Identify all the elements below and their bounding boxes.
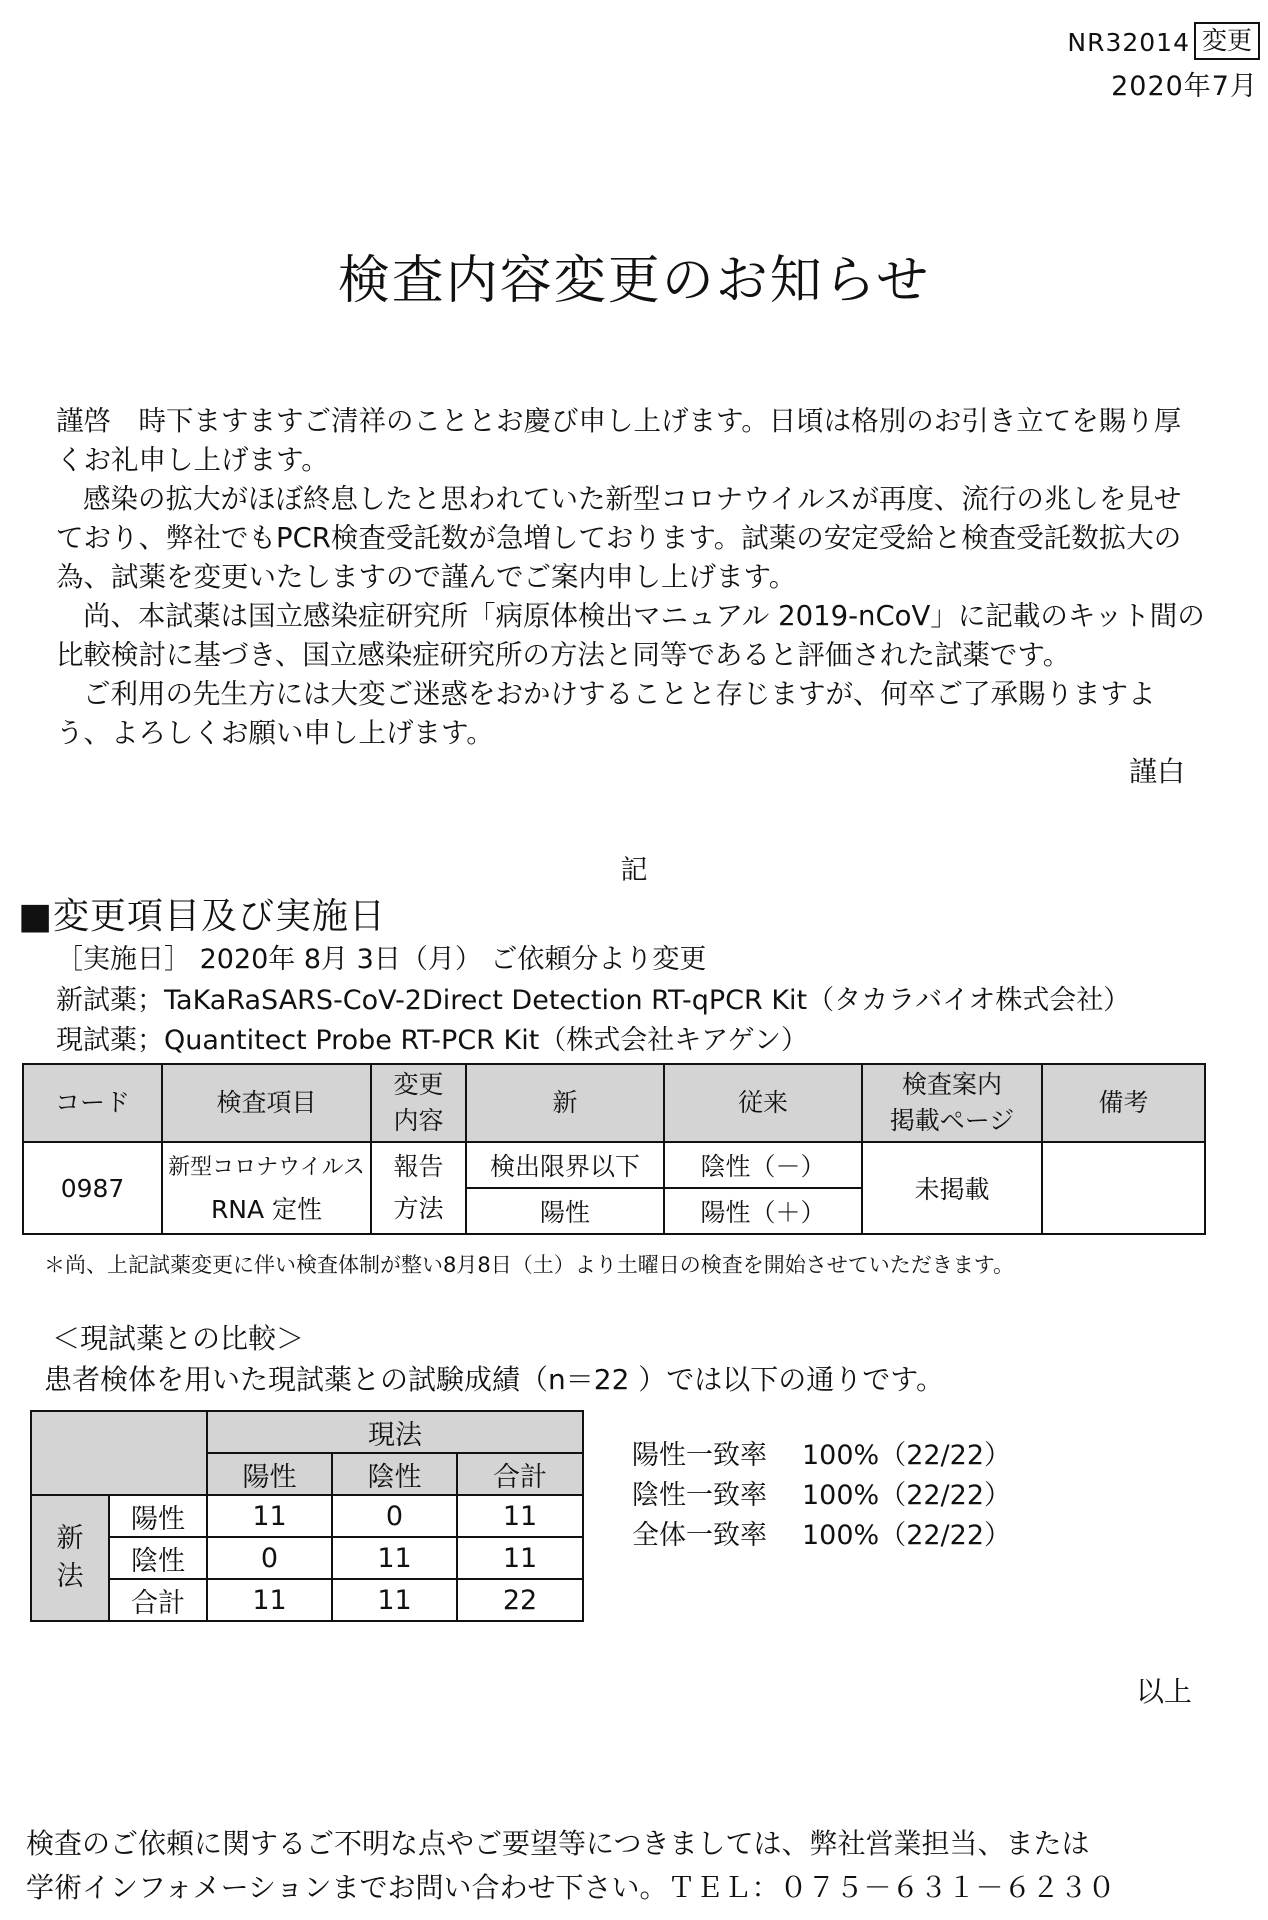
rate-negative: 陰性一致率 100%（22/22）	[632, 1480, 1011, 1511]
col-header-positive: 陽性	[207, 1453, 332, 1495]
table-cell: 22	[457, 1579, 583, 1621]
table-row	[31, 1537, 583, 1579]
col-group-label: 現法	[207, 1411, 583, 1453]
rate-positive: 陽性一致率 100%（22/22）	[632, 1440, 1011, 1471]
document-number-block	[1028, 22, 1268, 60]
table-row	[31, 1495, 583, 1537]
table-cell: 11	[332, 1537, 457, 1579]
footnote: ＊尚、上記試薬変更に伴い検査体制が整い8月8日（土）より土曜日の検査を開始させていただきます。	[44, 1253, 1015, 1277]
page-title: 検査内容変更のお知らせ	[337, 251, 931, 311]
contact-footer	[26, 1822, 1256, 1910]
row-group-label: 新 法	[31, 1495, 109, 1621]
paragraph-apology: ご利用の先生方には大変ご迷惑をおかけすることと存じますが、何卒ご了承賜りますよう、よろしくお願い申し上げます。	[56, 678, 1156, 749]
comparison-group-header	[31, 1411, 583, 1453]
closing-ijou: 以上	[1135, 1675, 1192, 1708]
header-item: 検査項目	[162, 1064, 371, 1142]
table-cell: 11	[207, 1579, 332, 1621]
header-new: 新	[466, 1064, 664, 1142]
comparison-description: 患者検体を用いた現試薬との試験成績（n＝22 ）では以下の通りです。	[44, 1363, 945, 1396]
cell-guide-page: 未掲載	[862, 1142, 1042, 1234]
header-remarks: 備考	[1042, 1064, 1205, 1142]
closing-kenpaku: 謹白	[1128, 755, 1185, 788]
cell-old-1: 陰性（－）	[664, 1142, 862, 1188]
document-date: 2020年7月	[1111, 71, 1258, 102]
header-guide-page: 検査案内 掲載ページ	[862, 1064, 1042, 1142]
row-label-negative: 陰性	[109, 1537, 207, 1579]
document-number: NR32014	[1067, 28, 1190, 57]
header-old: 従来	[664, 1064, 862, 1142]
col-header-negative: 陰性	[332, 1453, 457, 1495]
table-row	[23, 1142, 1205, 1188]
table-cell: 11	[457, 1537, 583, 1579]
comparison-table	[30, 1410, 584, 1622]
footer-line-2: 学術インフォメーションまでお問い合わせ下さい。ＴＥＬ：０７５－６３１－６２３０	[26, 1871, 1116, 1904]
cell-new-1: 検出限界以下	[466, 1142, 664, 1188]
ki-marker: 記	[620, 855, 648, 886]
table-cell: 11	[207, 1495, 332, 1537]
cell-new-2: 陽性	[466, 1188, 664, 1234]
table-cell: 0	[207, 1537, 332, 1579]
corner-cell	[31, 1411, 207, 1495]
table-cell: 0	[332, 1495, 457, 1537]
implementation-date: ［実施日］ 2020年 8月 3日（月） ご依頼分より変更	[56, 944, 707, 975]
header-change: 変更 内容	[371, 1064, 466, 1142]
header-code: コード	[23, 1064, 162, 1142]
cell-item: 新型コロナウイルス RNA 定性	[162, 1142, 371, 1234]
new-reagent: 新試薬；TaKaRaSARS-CoV-2Direct Detection RT-qPCR Kit（タカラバイオ株式会社）	[56, 985, 1131, 1016]
paragraph-reagent: 尚、本試薬は国立感染症研究所「病原体検出マニュアル 2019-nCoV」に記載のキット間の比較検討に基づき、国立感染症研究所の方法と同等であると評価された試薬です。	[56, 600, 1205, 671]
table-cell: 11	[457, 1495, 583, 1537]
footer-line-1: 検査のご依頼に関するご不明な点やご要望等につきましては、弊社営業担当、または	[26, 1827, 1090, 1860]
cell-change: 報告 方法	[371, 1142, 466, 1234]
agreement-rates	[632, 1436, 1011, 1556]
cell-remarks	[1042, 1142, 1205, 1234]
row-label-total: 合計	[109, 1579, 207, 1621]
col-header-total: 合計	[457, 1453, 583, 1495]
current-reagent: 現試薬；Quantitect Probe RT-PCR Kit（株式会社キアゲン）	[56, 1025, 808, 1056]
row-label-positive: 陽性	[109, 1495, 207, 1537]
change-tag: 変更	[1194, 22, 1260, 60]
change-table	[22, 1063, 1206, 1235]
table-cell: 11	[332, 1579, 457, 1621]
cell-old-2: 陽性（＋）	[664, 1188, 862, 1234]
comparison-heading: ＜現試薬との比較＞	[52, 1322, 305, 1355]
rate-overall: 全体一致率 100%（22/22）	[632, 1520, 1011, 1551]
section-heading: ■変更項目及び実施日	[18, 896, 387, 937]
body-text	[56, 402, 1206, 753]
cell-code: 0987	[23, 1142, 162, 1234]
change-table-header	[23, 1064, 1205, 1142]
paragraph-background: 感染の拡大がほぼ終息したと思われていた新型コロナウイルスが再度、流行の兆しを見せており、弊社でもPCR検査受託数が急増しております。試薬の安定受給と検査受託数拡大の為、試薬を変更いたしますので謹んでご案内申し上げます。	[56, 483, 1182, 593]
paragraph-greeting: 謹啓 時下ますますご清祥のこととお慶び申し上げます。日頃は格別のお引き立てを賜り厚くお礼申し上げます。	[56, 405, 1182, 476]
table-row	[31, 1579, 583, 1621]
